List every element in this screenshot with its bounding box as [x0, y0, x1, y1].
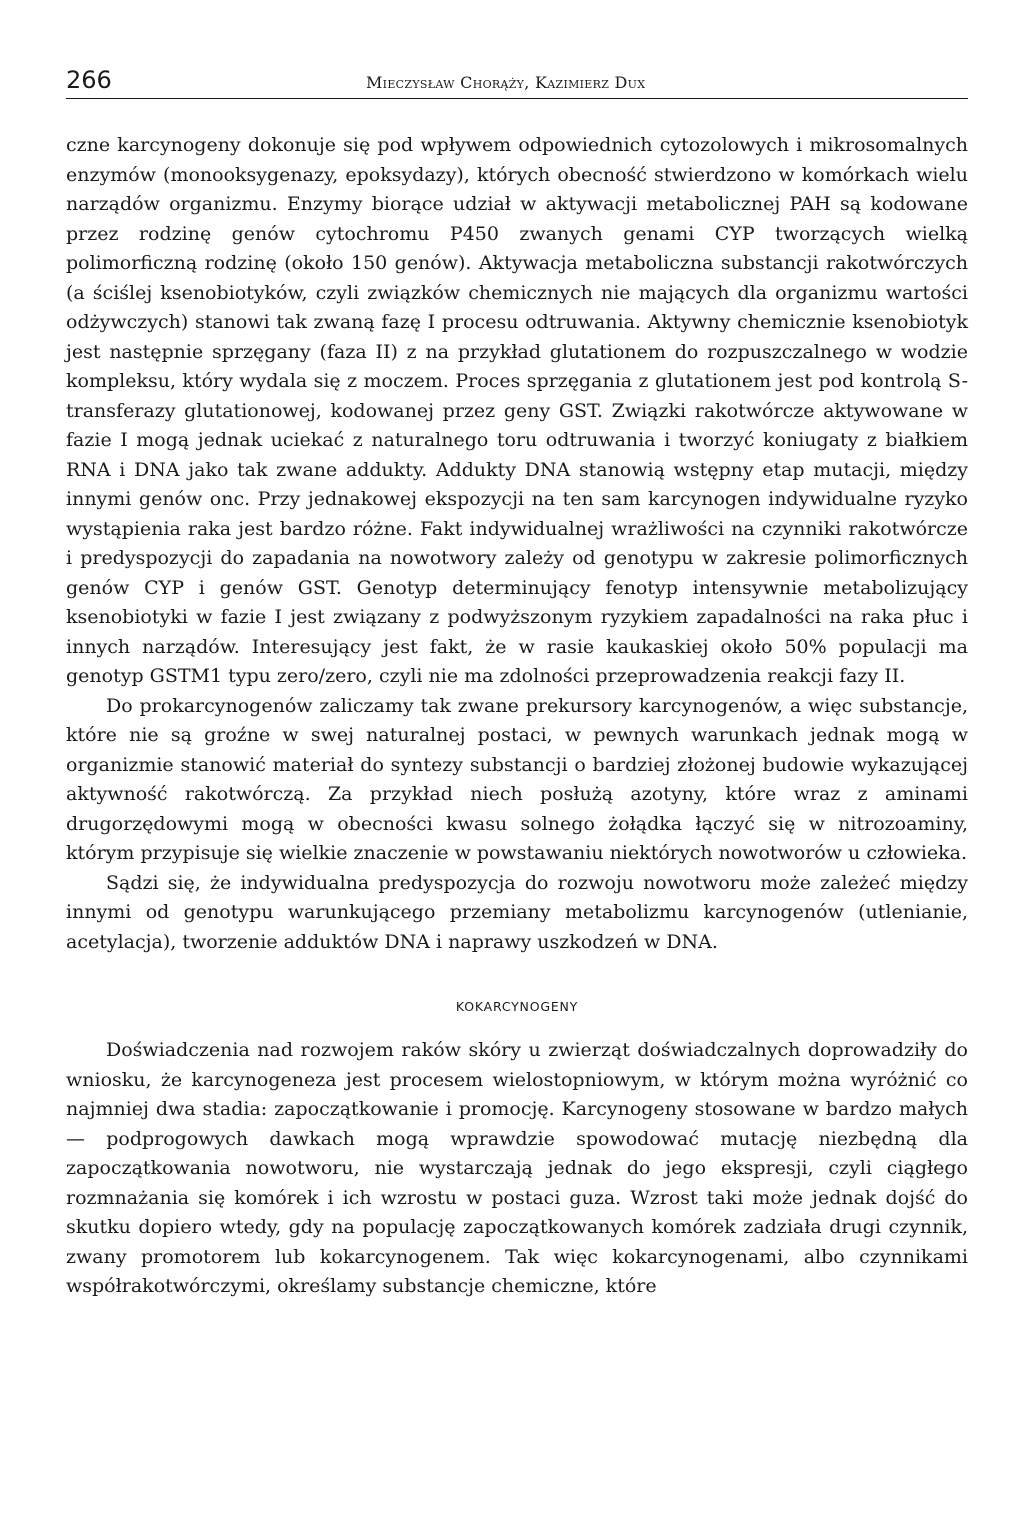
paragraph: Doświadczenia nad rozwojem raków skóry u zwierząt doświadczalnych doprowadziły do wniosku, że karcynogeneza jest procesem wielostopniowym, w którym można wyróżnić co najmniej dwa stadia: zapoczątkowanie i promocję. Karcynogeny stosowane w bardzo małych — podprogowych dawkach mogą wprawdzie spowodować mutację niezbędną dla zapoczątkowania nowotworu, nie wystarczają jednak do jego ekspresji, czyli ciągłego rozmnażania się komórek i ich wzrostu w postaci guza. Wzrost taki może jednak dojść do skutku dopiero wtedy, gdy na populację zapoczątkowanych komórek zadziała drugi czynnik, zwany promotorem lub kokarcynogenem. Tak więc kokarcynogenami, albo czynnikami współrakotwórczymi, określamy substancje chemiczne, które — [66, 1039, 968, 1297]
running-title: Mieczysław Chorąży, Kazimierz Dux — [366, 73, 646, 92]
paragraph: Do prokarcynogenów zaliczamy tak zwane prekursory karcynogenów, a więc substancje, które nie są groźne w swej naturalnej postaci, w pewnych warunkach jednak mogą w organizmie stanowić materiał do syntezy substancji o bardziej złożonej budowie wykazującej aktywność rakotwórczą. Za przykład niech posłużą azotyny, które wraz z aminami drugorzędowymi mogą w obecności kwasu solnego żołądka łączyć się w nitrozoaminy, którym przypisuje się wielkie znaczenie w powstawaniu niektórych nowotworów u człowieka. — [66, 694, 968, 864]
body-text — [66, 131, 968, 1302]
running-header — [66, 66, 968, 99]
paragraph: Sądzi się, że indywidualna predyspozycja do rozwoju nowotworu może zależeć między innymi od genotypu warunkującego przemiany metabolizmu karcynogenów (utlenianie, acetylacja), tworzenie adduktów DNA i naprawy uszkodzeń w DNA. — [66, 871, 968, 953]
section-heading: KOKARCYNOGENY — [455, 999, 579, 1014]
page-number: 266 — [66, 66, 112, 94]
paragraph: czne karcynogeny dokonuje się pod wpływem odpowiednich cytozolowych i mikrosomalnych enzymów (monooksygenazy, epoksydazy), których obecność stwierdzono w komórkach wielu narządów organizmu. Enzymy biorące udział w aktywacji metabolicznej PAH są kodowane przez rodzinę genów cytochromu P450 zwanych genami CYP tworzących wielką polimorficzną rodzinę (około 150 genów). Aktywacja metaboliczna substancji rakotwórczych (a ściślej ksenobiotyków, czyli związków chemicznych nie mających dla organizmu wartości odżywczych) stanowi tak zwaną fazę I procesu odtruwania. Aktywny chemicznie ksenobiotyk jest następnie sprzęgany (faza II) z na przykład glutationem do rozpuszczalnego w wodzie kompleksu, który wydala się z moczem. Proces sprzęgania z glutationem jest pod kontrolą S-transferazy glutationowej, kodowanej przez geny GST. Związki rakotwórcze aktywowane w fazie I mogą jednak uciekać z naturalnego toru odtruwania i tworzyć koniugaty z białkiem RNA i DNA jako tak zwane addukty. Addukty DNA stanowią wstępny etap mutacji, między innymi genów onc. Przy jednakowej ekspozycji na ten sam karcynogen indywidualne ryzyko wystąpienia raka jest bardzo różne. Fakt indywidualnej wrażliwości na czynniki rakotwórcze i predyspozycji do zapadania na nowotwory zależy od genotypu w zakresie polimorficznych genów CYP i genów GST. Genotyp determinujący fenotyp intensywnie metabolizujący ksenobiotyki w fazie I jest związany z podwyższonym ryzykiem zapadalności na raka płuc i innych narządów. Interesujący jest fakt, że w rasie kaukaskiej około 50% populacji ma genotyp GSTM1 typu zero/zero, czyli nie ma zdolności przeprowadzenia reakcji fazy II. — [66, 134, 968, 687]
